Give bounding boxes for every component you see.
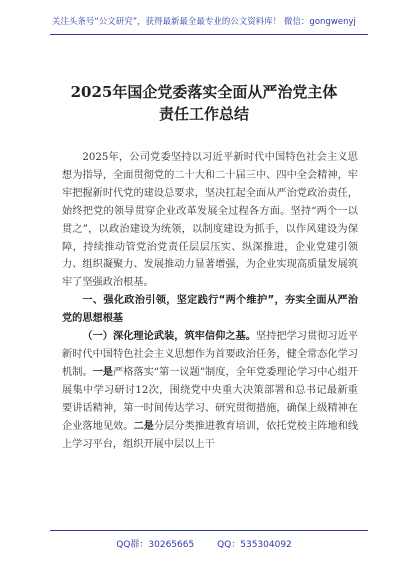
- title-line-1: 2025年国企党委落实全面从严治党主体: [70, 83, 338, 101]
- document-title: [40, 81, 368, 125]
- footer-qq-group: QQ群：30265665: [116, 540, 195, 550]
- subsection-1-paragraph: [62, 328, 358, 453]
- point-two-marker: 二是: [133, 419, 154, 432]
- footer-qq: QQ：535304092: [217, 540, 292, 550]
- subsection-1-heading: （一）深化理论武装，筑牢信仰之基。: [82, 331, 256, 343]
- point-one-marker: 一是: [92, 365, 114, 378]
- subsection-1-text-a: 坚持把学习贯彻习近平新时代中国特色社会主义思想作为首要政治任务，健全常态化学习机制。: [62, 331, 359, 378]
- footer: [0, 537, 408, 550]
- subsection-1-text-b: 严格落实“第一议题”制度，全年党委理论学习中心组开展集中学习研讨12次，围绕党中央重大决策部署和总书记最新重要讲话精神，第一时间传达学习、研究贯彻措施，确保上级精神在企业落地见效。: [62, 366, 359, 432]
- subsection-1-text-c: 分层分类推进教育培训，依托党校主阵地和线上学习平台，组织开展中层以上干: [62, 420, 359, 450]
- header-divider: [50, 34, 368, 35]
- header-note: 关注头条号“公文研究”，获得最新最全最专业的公文资料库！ 微信：gongwenyj: [52, 16, 356, 26]
- footer-divider: [50, 530, 368, 531]
- title-line-2: 责任工作总结: [158, 105, 249, 123]
- intro-paragraph: 2025年，公司党委坚持以习近平新时代中国特色社会主义思想为指导，全面贯彻党的二十大和二十届三中、四中全会精神，牢牢把握新时代党的建设总要求，坚决扛起全面从严治党政治责任，始终把党的领导贯穿企业改革发展全过程各方面。坚持“两个一以贯之”，以政治建设为统领，以制度建设为抓手，以作风建设为保障，持续推动管党治党责任层层压实、纵深推进，企业党建引领力、组织凝聚力、发展推动力显著增强，为企业实现高质量发展筑牢了坚强政治根基。: [62, 152, 358, 289]
- section-1-heading: 一、强化政治引领，坚定践行“两个维护”，夯实全面从严治党的思想根基: [62, 295, 358, 325]
- document-body: [62, 149, 358, 453]
